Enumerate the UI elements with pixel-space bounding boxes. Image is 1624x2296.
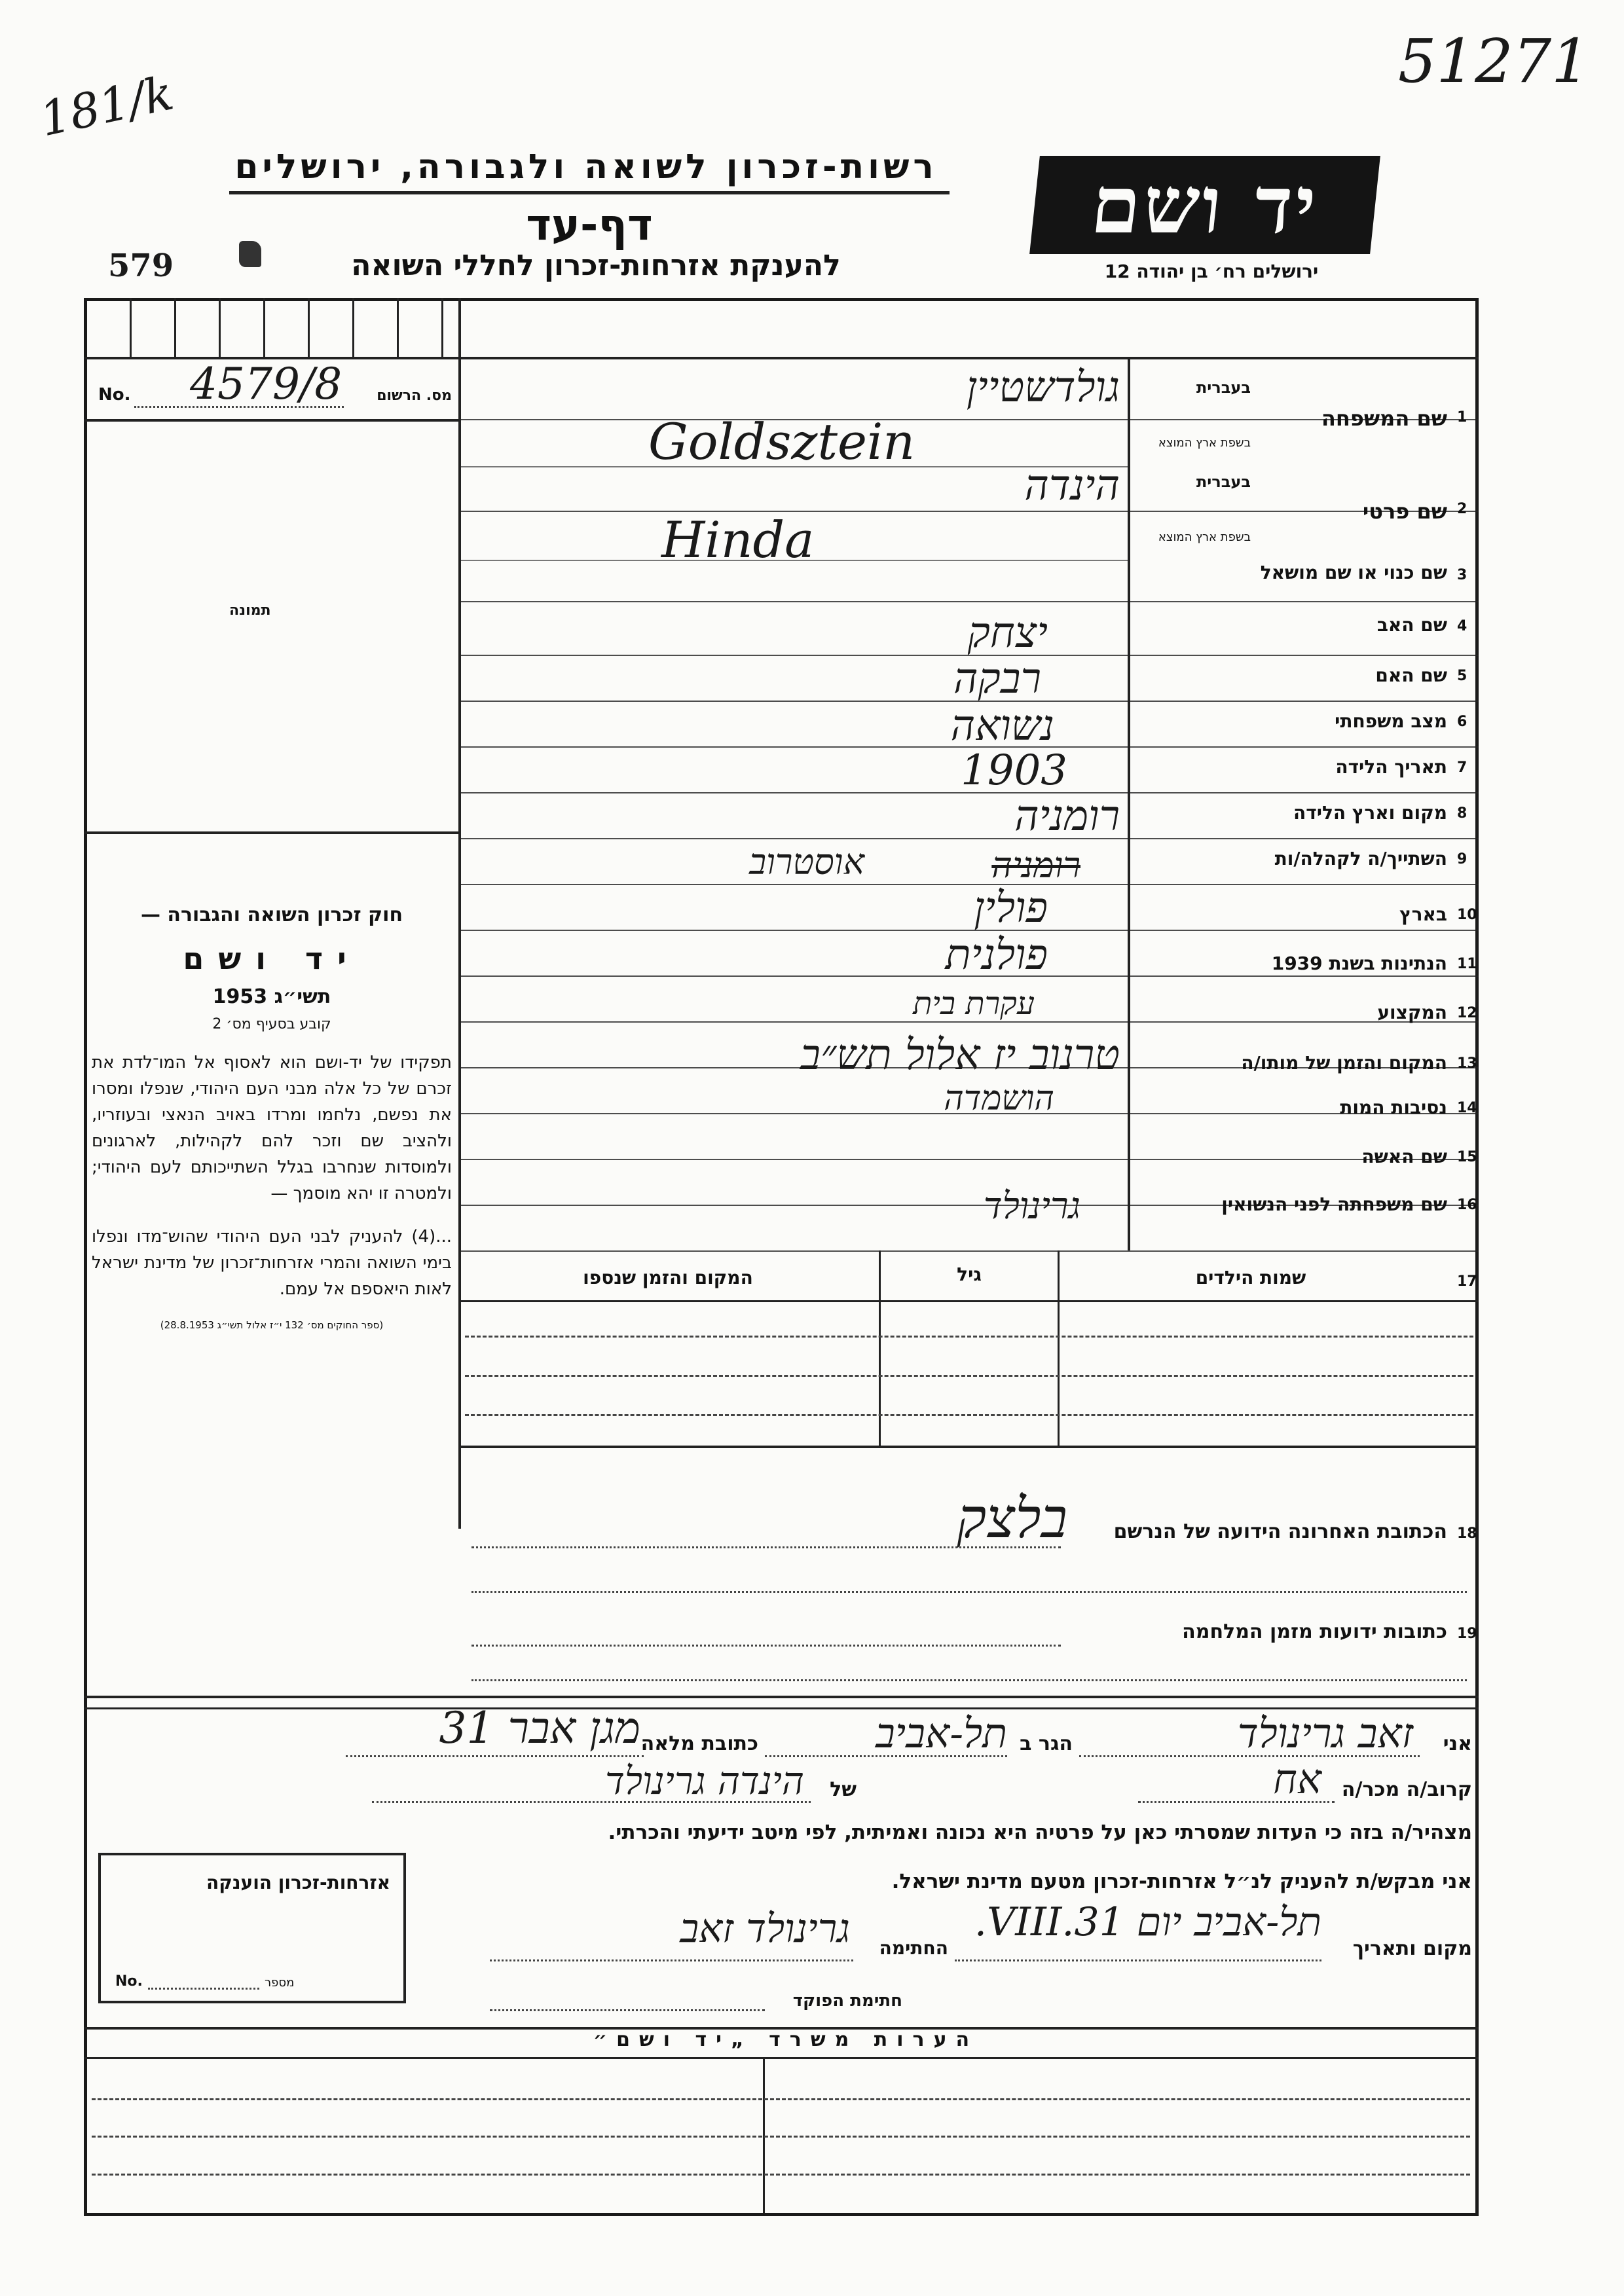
authority-title: רשות-זכרון לשואה ולגבורה, ירושלים [234, 147, 938, 187]
registration-number: 4579/8 [190, 359, 342, 409]
field-2-value-native: Hinda [661, 511, 815, 569]
law-title: חוק זכרון השואה והגבורה — [140, 903, 403, 926]
field-16-value: גרינולד [983, 1185, 1080, 1228]
form-subtitle: להענקת אזרחות-זכרון לחללי השואה [351, 249, 841, 282]
children-col-age: גיל [957, 1264, 982, 1285]
top-strip-boxes [84, 298, 477, 358]
field-1-value-native: Goldsztein [648, 412, 915, 471]
field-9-value-struck: רומניה [991, 845, 1080, 886]
hand-stamp-icon [239, 241, 261, 267]
field-14-value: הושמדה [944, 1079, 1054, 1118]
decl-signature-value: גרינולד זאב [680, 1906, 850, 1952]
field-3-label: שם כנוי או שם מושאל [1260, 562, 1447, 583]
law-para1: תפקידו של יד-ושם הוא לאסוף אל המו־לדת את זכרם של כל אלה מבני העם היהודי, שנפלו ומסרו את נפשם, נלחמו ומרדו באויב הנאצי ובעוזריו, ולהציב שם וזכר להם לקהילות, לארגונים ולמוסדות שנחרבו בגלל השתייכותם לעם היהודי; ולמטרה זו יהא מוסמך — [92, 1053, 452, 1203]
children-col-names: שמות הילדים [1195, 1267, 1306, 1288]
form-title: דף-עד [526, 200, 653, 250]
field-16-label: שם משפחתה לפני הנשואין [1221, 1194, 1447, 1215]
field-11-value: פולנית [945, 931, 1048, 979]
photo-label: תמונה [229, 602, 271, 619]
field-5-label: שם האם [1375, 665, 1447, 686]
yad-vashem-logo [1029, 156, 1380, 254]
field-14-label: נסיבות המות [1340, 1097, 1447, 1118]
field-5-value: רבקה [953, 655, 1041, 703]
field-7-value: 1903 [961, 746, 1067, 795]
field-2-label: שם פרטי [1362, 499, 1447, 524]
field-8-value: רומניה [1014, 792, 1120, 841]
field-6-label: מצב משפחתי [1335, 710, 1447, 732]
field-11-label: הנתינות בשנת 1939 [1271, 953, 1447, 974]
left-column-divider [458, 298, 461, 1529]
field-13-value: טרנוב יז אלול תש״ב [800, 1031, 1120, 1080]
field-2-sub-native: בשפת ארץ המוצא [1158, 530, 1251, 544]
children-col-divider-1 [879, 1250, 881, 1447]
law-year: תשי״ג 1953 [212, 985, 331, 1008]
registration-label: מס. הרשום [377, 388, 452, 404]
decl-resident-label: הגר ב [1020, 1732, 1073, 1755]
form-number: 579 [108, 247, 174, 284]
decl-i-label: אני [1443, 1732, 1472, 1755]
law-footnote: (ספר החוקים מס׳ 132 י״ז אלול תשי״ג 28.8.1953) [160, 1319, 384, 1331]
field-1-value-hebrew: גולדשטיין [966, 363, 1120, 412]
decl-statement: מצהיר/ה בזה כי העדות שמסרתי כאן על פרטיה היא נכונה ואמיתית, לפי מיטב ידיעתי והכרתי. [608, 1821, 1472, 1844]
decl-of-value: הינדה גרינולד [604, 1758, 804, 1803]
logo-text: יד ושם [1086, 158, 1323, 251]
decl-address-label: כתובת מלאה [640, 1732, 758, 1755]
field-8-label: מקום וארץ הלידה [1293, 802, 1447, 824]
field-1-label: שם המשפחה [1321, 406, 1447, 431]
archive-number: 51271 [1398, 26, 1590, 96]
decl-relative-label: קרוב/ה מכר/ה [1341, 1778, 1472, 1801]
field-1-sub-hebrew: בעברית [1196, 378, 1251, 397]
field-18-value: בלצק [957, 1486, 1067, 1550]
children-col-divider-2 [1058, 1250, 1060, 1447]
field-12-label: המקצוע [1377, 1002, 1447, 1023]
field-12-value: עקרת בית [913, 985, 1035, 1022]
field-9-value: אוסטרוב [749, 841, 864, 883]
decl-of-label: של [830, 1778, 857, 1801]
field-4-label: שם האב [1376, 614, 1447, 636]
field-1-sub-native: בשפת ארץ המוצא [1158, 436, 1251, 450]
field-15-label: שם האשה [1361, 1146, 1447, 1167]
citizenship-number-label: מספר [265, 1976, 295, 1990]
field-19-label: כתובות ידועות מזמן המלחמה [1182, 1620, 1447, 1643]
field-10-label: בארץ [1399, 903, 1447, 925]
field-9-label: השתייך/ה לקהלה/ות [1274, 848, 1447, 869]
law-name: יד ושם [183, 941, 361, 976]
remarks-title: הערות משרד „יד ושם״ [593, 2028, 979, 2051]
citizenship-title: אזרחות-זכרון הוענקה [206, 1872, 390, 1893]
citizenship-no: No. [115, 1973, 143, 1990]
decl-relative-value: אח [1273, 1755, 1321, 1803]
header-underline [229, 191, 950, 194]
decl-request: אני מבקש/ת להעניק לנ״ל אזרחות-זכרון מטעם מדינת ישראל. [891, 1870, 1472, 1893]
decl-official-label: חתימת הפוקד [792, 1991, 902, 2011]
field-7-label: תאריך הלידה [1335, 756, 1447, 778]
decl-signature-label: החתימה [879, 1937, 948, 1959]
field-13-label: המקום והזמן של מותו/ה [1241, 1052, 1447, 1074]
field-10-value: פולין [974, 884, 1048, 932]
law-box [92, 903, 452, 1331]
law-clause: קובע בסעיף מס׳ 2 [212, 1016, 331, 1032]
field-4-value: יצחק [967, 609, 1048, 657]
decl-i-value: זאב גרינולד [1237, 1709, 1413, 1757]
decl-resident-value: תל-אביב [876, 1709, 1007, 1757]
law-para2: ...(4) להעניק לבני העם היהודי שהוש־מדו ונפלו בימי השואה והמרי אזרחות־זכרון של מדינת ישראל לאות היאספם אל עמם. [92, 1227, 452, 1299]
folder-mark: 181/k [35, 65, 178, 147]
registration-no-label: No. [98, 385, 131, 405]
field-6-value: נשואה [950, 702, 1054, 750]
decl-address-value: מגן אבר 31 [439, 1703, 640, 1753]
decl-place-date-value: תל-אביב יום 31.VIII. [974, 1899, 1321, 1945]
field-2-value-hebrew: הינדה [1024, 462, 1120, 510]
field-2-sub-hebrew: בעברית [1196, 473, 1251, 491]
children-col-place: המקום והזמן שנספו [583, 1267, 753, 1288]
address: ירושלים רח׳ בן יהודה 12 [1104, 261, 1319, 282]
decl-place-date-label: מקום ותאריך [1352, 1937, 1472, 1960]
field-18-label: הכתובת האחרונה הידועה של הנרשם [1113, 1520, 1447, 1543]
citizenship-box [98, 1853, 406, 2003]
